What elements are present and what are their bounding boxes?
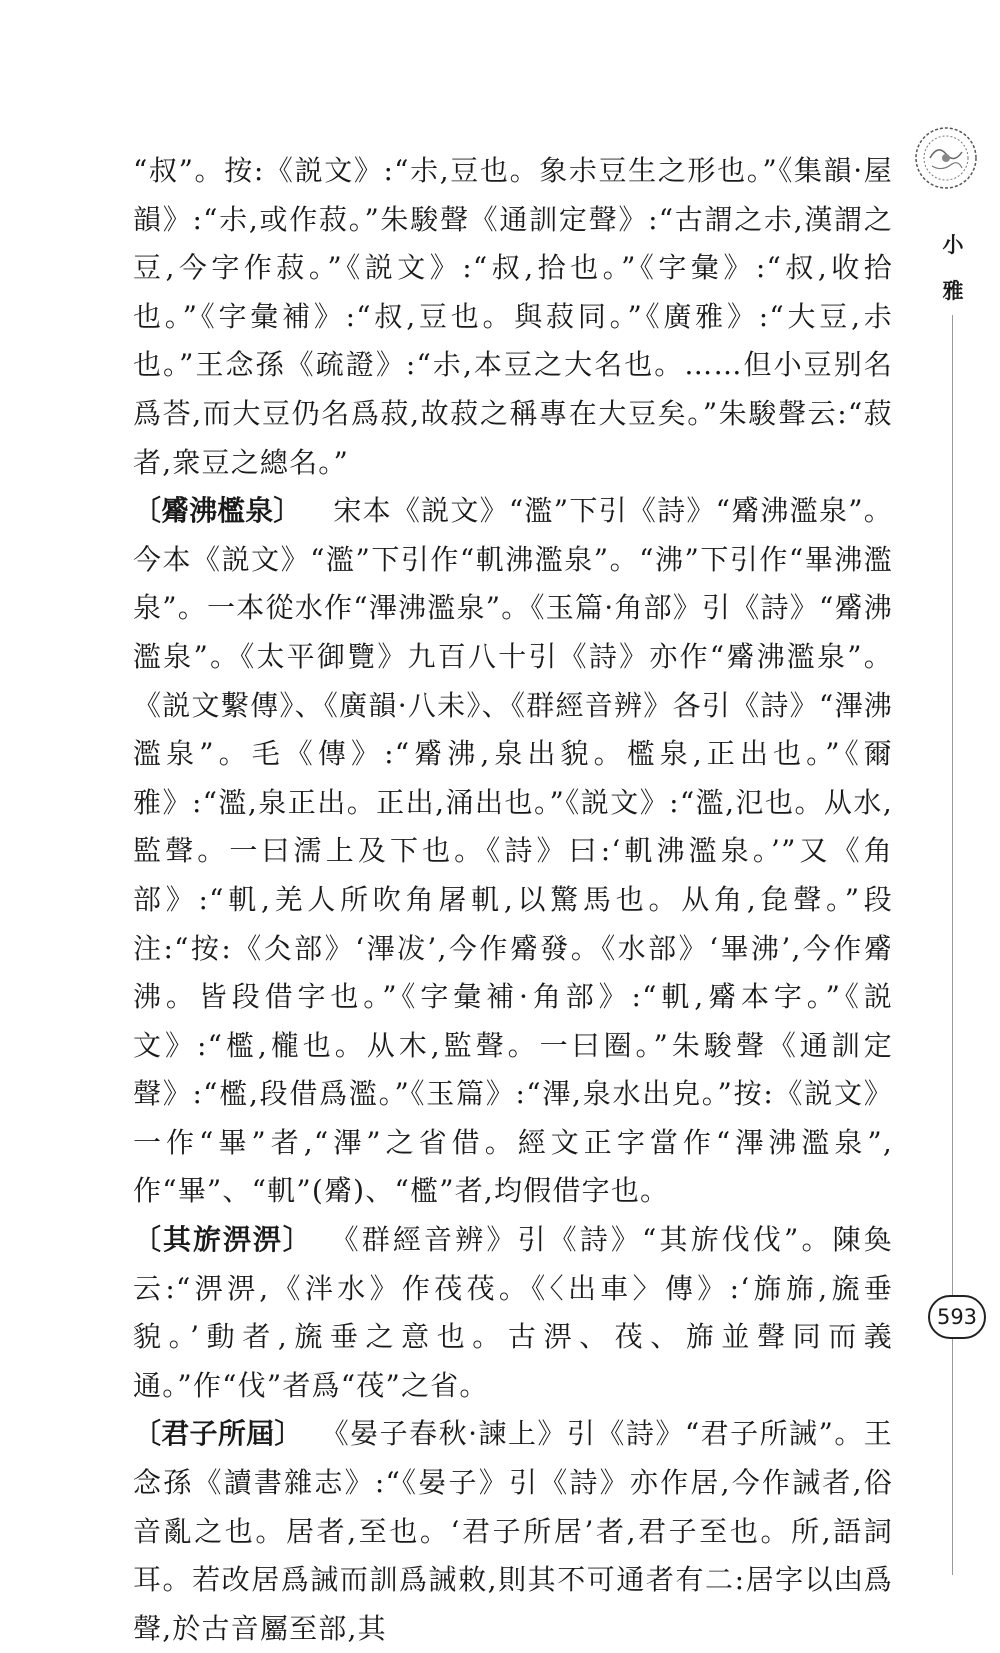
entry-paragraph (133, 1216, 893, 1410)
entry-paragraph (133, 487, 893, 1216)
ornament-seal-icon (912, 124, 980, 192)
paragraph-text: “叔”。按:《説文》:“尗,豆也。象尗豆生之形也。”《集韻·屋韻》:“尗,或作菽。”朱駿聲《通訓定聲》:“古謂之尗,漢謂之豆,今字作菽。”《説文》:“叔,拾也。”《字彙》:“叔,收拾也。”《字彙補》:“叔,豆也。與菽同。”《廣雅》:“大豆,尗也。”王念孫《疏證》:“尗,本豆之大名也。……但小豆别名爲荅,而大豆仍名爲菽,故菽之稱專在大豆矣。”朱駿聲云:“菽者,衆豆之總名。” (133, 154, 893, 479)
entry-heading: 〔君子所屆〕 (133, 1417, 303, 1451)
running-head-char: 小 (942, 232, 964, 257)
paragraph-text: 《晏子春秋·諫上》引《詩》“君子所誡”。王念孫《讀書雜志》:“《晏子》引《詩》亦作居,今作誡者,俗音亂之也。居者,至也。‘君子所居’者,君子至也。所,語詞耳。若改居爲誡而訓爲誡敕,則其不可通者有二:居字以凷爲聲,於古音屬至部,其 (133, 1417, 893, 1645)
paragraph-text: 宋本《説文》“濫”下引《詩》“觱沸濫泉”。今本《説文》“濫”下引作“䡄沸濫泉”。“沸”下引作“畢沸濫泉”。一本從水作“滭沸濫泉”。《玉篇·角部》引《詩》“觱沸濫泉”。《太平御覽》九百八十引《詩》亦作“觱沸濫泉”。《説文繫傳》、《廣韻·八未》、《群經音辨》各引《詩》“滭沸濫泉”。毛《傳》:“觱沸,泉出貌。檻泉,正出也。”《爾雅》:“濫,泉正出。正出,涌出也。”《説文》:“濫,氾也。从水,監聲。一曰濡上及下也。《詩》曰:‘䡄沸濫泉。’”又《角部》:“䡄,羌人所吹角屠䡄,以驚馬也。从角,㲋聲。”段注:“按:《仌部》‘滭冹’,今作觱發。《水部》‘畢沸’,今作觱沸。皆段借字也。”《字彙補·角部》:“䡄,觱本字。”《説文》:“檻,櫳也。从木,監聲。一曰圈。”朱駿聲《通訓定聲》:“檻,段借爲濫。”《玉篇》:“滭,泉水出皃。”按:《説文》一作“畢”者,“滭”之省借。經文正字當作“滭沸濫泉”,作“畢”、“䡄”(觱)、“檻”者,均假借字也。 (133, 494, 893, 1208)
entry-paragraph (133, 1410, 893, 1653)
paragraph (133, 147, 893, 487)
running-head (940, 222, 966, 314)
entry-heading: 〔觱沸檻泉〕 (133, 494, 302, 528)
side-rule (952, 315, 953, 1575)
main-text (133, 147, 893, 1653)
running-head-char: 雅 (942, 278, 964, 303)
paragraph-text: 《群經音辨》引《詩》“其旂伐伐”。陳奐云:“淠淠,《泮水》作茷茷。《〈出車〉傳》:‘旆旆,旒垂貌。’動者,旒垂之意也。古淠、茷、旆並聲同而義通。”作“伐”者爲“茷”之省。 (133, 1223, 893, 1402)
entry-heading: 〔其旂淠淠〕 (133, 1223, 313, 1257)
page-number: 593 (928, 1295, 986, 1339)
